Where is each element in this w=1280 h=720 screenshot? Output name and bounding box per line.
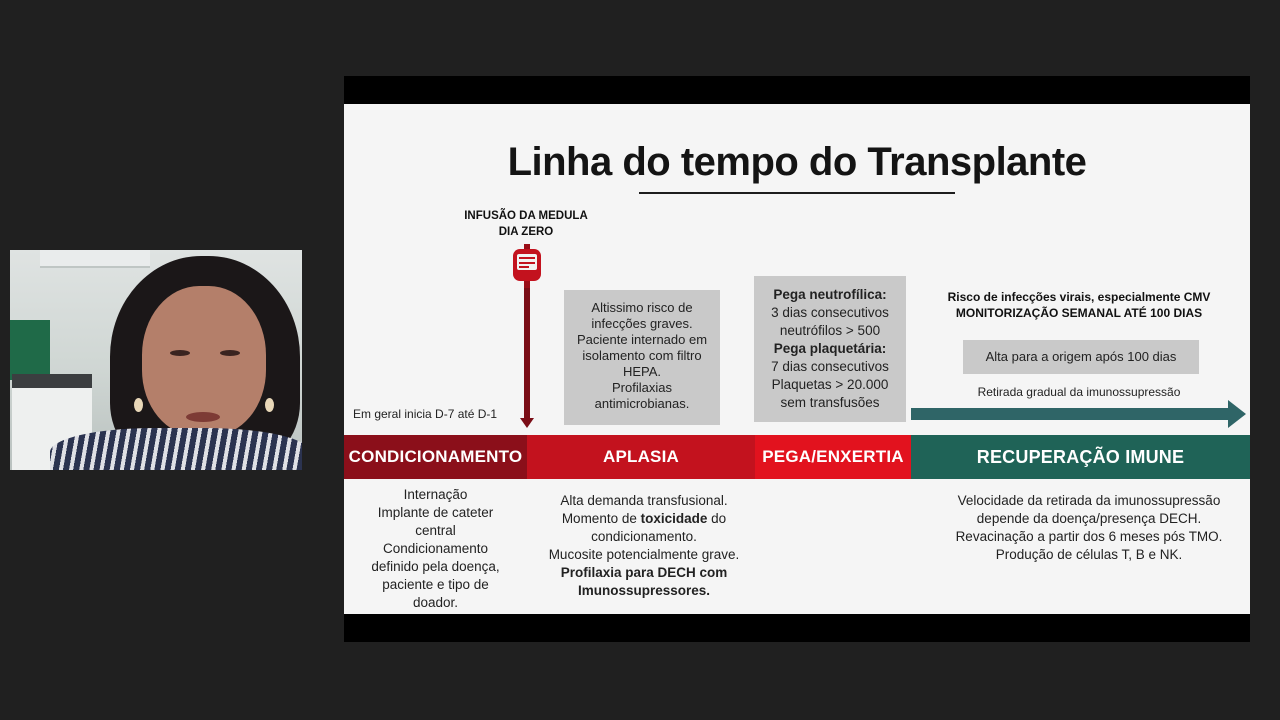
condicionamento-line: doador. xyxy=(412,595,459,610)
arrow-right-icon xyxy=(1228,400,1246,428)
air-conditioner xyxy=(40,250,150,268)
phase-recuperacao: RECUPERAÇÃO IMUNE xyxy=(911,435,1250,479)
aplasia-text: Momento de xyxy=(561,511,641,526)
viral-risk-note xyxy=(914,289,1244,321)
aplasia-line: Imunossupressores. xyxy=(577,583,711,598)
phase-pega: PEGA/ENXERTIA xyxy=(755,435,911,479)
conditioning-note: Em geral inicia D-7 até D-1 xyxy=(353,407,498,421)
aplasia-line xyxy=(530,510,758,528)
infusion-label xyxy=(458,208,594,240)
participant-video xyxy=(10,250,302,470)
viral-risk-line-2: MONITORIZAÇÃO SEMANAL ATÉ 100 DIAS xyxy=(955,306,1203,320)
pega-info-line: 3 dias consecutivos xyxy=(771,305,889,320)
aplasia-description xyxy=(530,492,758,600)
condicionamento-description xyxy=(344,486,527,612)
infusion-line-2: DIA ZERO xyxy=(498,226,554,238)
pega-info-line: 7 dias consecutivos xyxy=(771,359,889,374)
aplasia-emphasis: toxicidade xyxy=(640,511,708,526)
aplasia-info-line: antimicrobianas. xyxy=(594,396,690,411)
person-eye xyxy=(220,350,240,356)
shared-screen xyxy=(344,76,1250,642)
viral-risk-line-1: Risco de infecções virais, especialmente CMV xyxy=(947,290,1211,304)
recuperacao-line: Velocidade da retirada da imunossupressão xyxy=(957,493,1221,508)
person-eye xyxy=(170,350,190,356)
phase-condicionamento: CONDICIONAMENTO xyxy=(344,435,527,479)
recuperacao-line: Produção de células T, B e NK. xyxy=(995,547,1183,562)
infusion-line-1: INFUSÃO DA MEDULA xyxy=(464,210,588,222)
condicionamento-line: Internação xyxy=(403,487,468,502)
discharge-box: Alta para a origem após 100 dias xyxy=(963,340,1199,374)
slide-title: Linha do tempo do Transplante xyxy=(507,140,1087,184)
aplasia-info-line: Paciente internado em xyxy=(576,332,708,347)
person-shirt xyxy=(50,428,302,470)
pega-info-line: Plaquetas > 20.000 xyxy=(771,377,889,392)
blood-bag-icon xyxy=(510,244,544,288)
aplasia-line: Mucosite potencialmente grave. xyxy=(548,547,740,562)
phase-aplasia: APLASIA xyxy=(527,435,755,479)
title-underline xyxy=(639,192,955,194)
aplasia-line: condicionamento. xyxy=(591,529,697,544)
aplasia-info-line: Altissimo risco de xyxy=(591,300,693,315)
pega-plaq-title: Pega plaquetária: xyxy=(773,341,887,356)
condicionamento-line: paciente e tipo de xyxy=(382,577,489,592)
aplasia-text: do xyxy=(707,511,727,526)
pega-neutro-title: Pega neutrofílica: xyxy=(773,287,887,302)
recuperacao-description xyxy=(924,492,1250,564)
pega-info-line: neutrófilos > 500 xyxy=(779,323,881,338)
aplasia-line: Profilaxia para DECH com xyxy=(560,565,728,580)
earring xyxy=(134,398,143,412)
pega-info-box xyxy=(754,276,906,422)
earring xyxy=(265,398,274,412)
recovery-arrow xyxy=(911,408,1229,420)
wall-board xyxy=(10,320,50,380)
condicionamento-line: definido pela doença, xyxy=(371,559,500,574)
aplasia-info-line: infecções graves. xyxy=(591,316,693,331)
timeline-marker-arrow xyxy=(520,418,534,428)
immunosuppression-withdrawal-note: Retirada gradual da imunossupressão xyxy=(977,385,1181,399)
timeline-marker-line xyxy=(524,288,530,418)
slide xyxy=(344,104,1250,614)
aplasia-info-line: isolamento com filtro xyxy=(582,348,702,363)
recuperacao-line: Revacinação a partir dos 6 meses pós TMO. xyxy=(955,529,1223,544)
person-mouth xyxy=(186,412,220,422)
condicionamento-line: central xyxy=(415,523,456,538)
aplasia-info-line: HEPA. xyxy=(622,364,662,379)
aplasia-info-box xyxy=(564,290,720,425)
aplasia-info-line: Profilaxias xyxy=(612,380,672,395)
pega-info-line: sem transfusões xyxy=(780,395,880,410)
condicionamento-line: Implante de cateter xyxy=(377,505,494,520)
recuperacao-line: depende da doença/presença DECH. xyxy=(976,511,1202,526)
condicionamento-line: Condicionamento xyxy=(382,541,489,556)
aplasia-line: Alta demanda transfusional. xyxy=(560,493,728,508)
